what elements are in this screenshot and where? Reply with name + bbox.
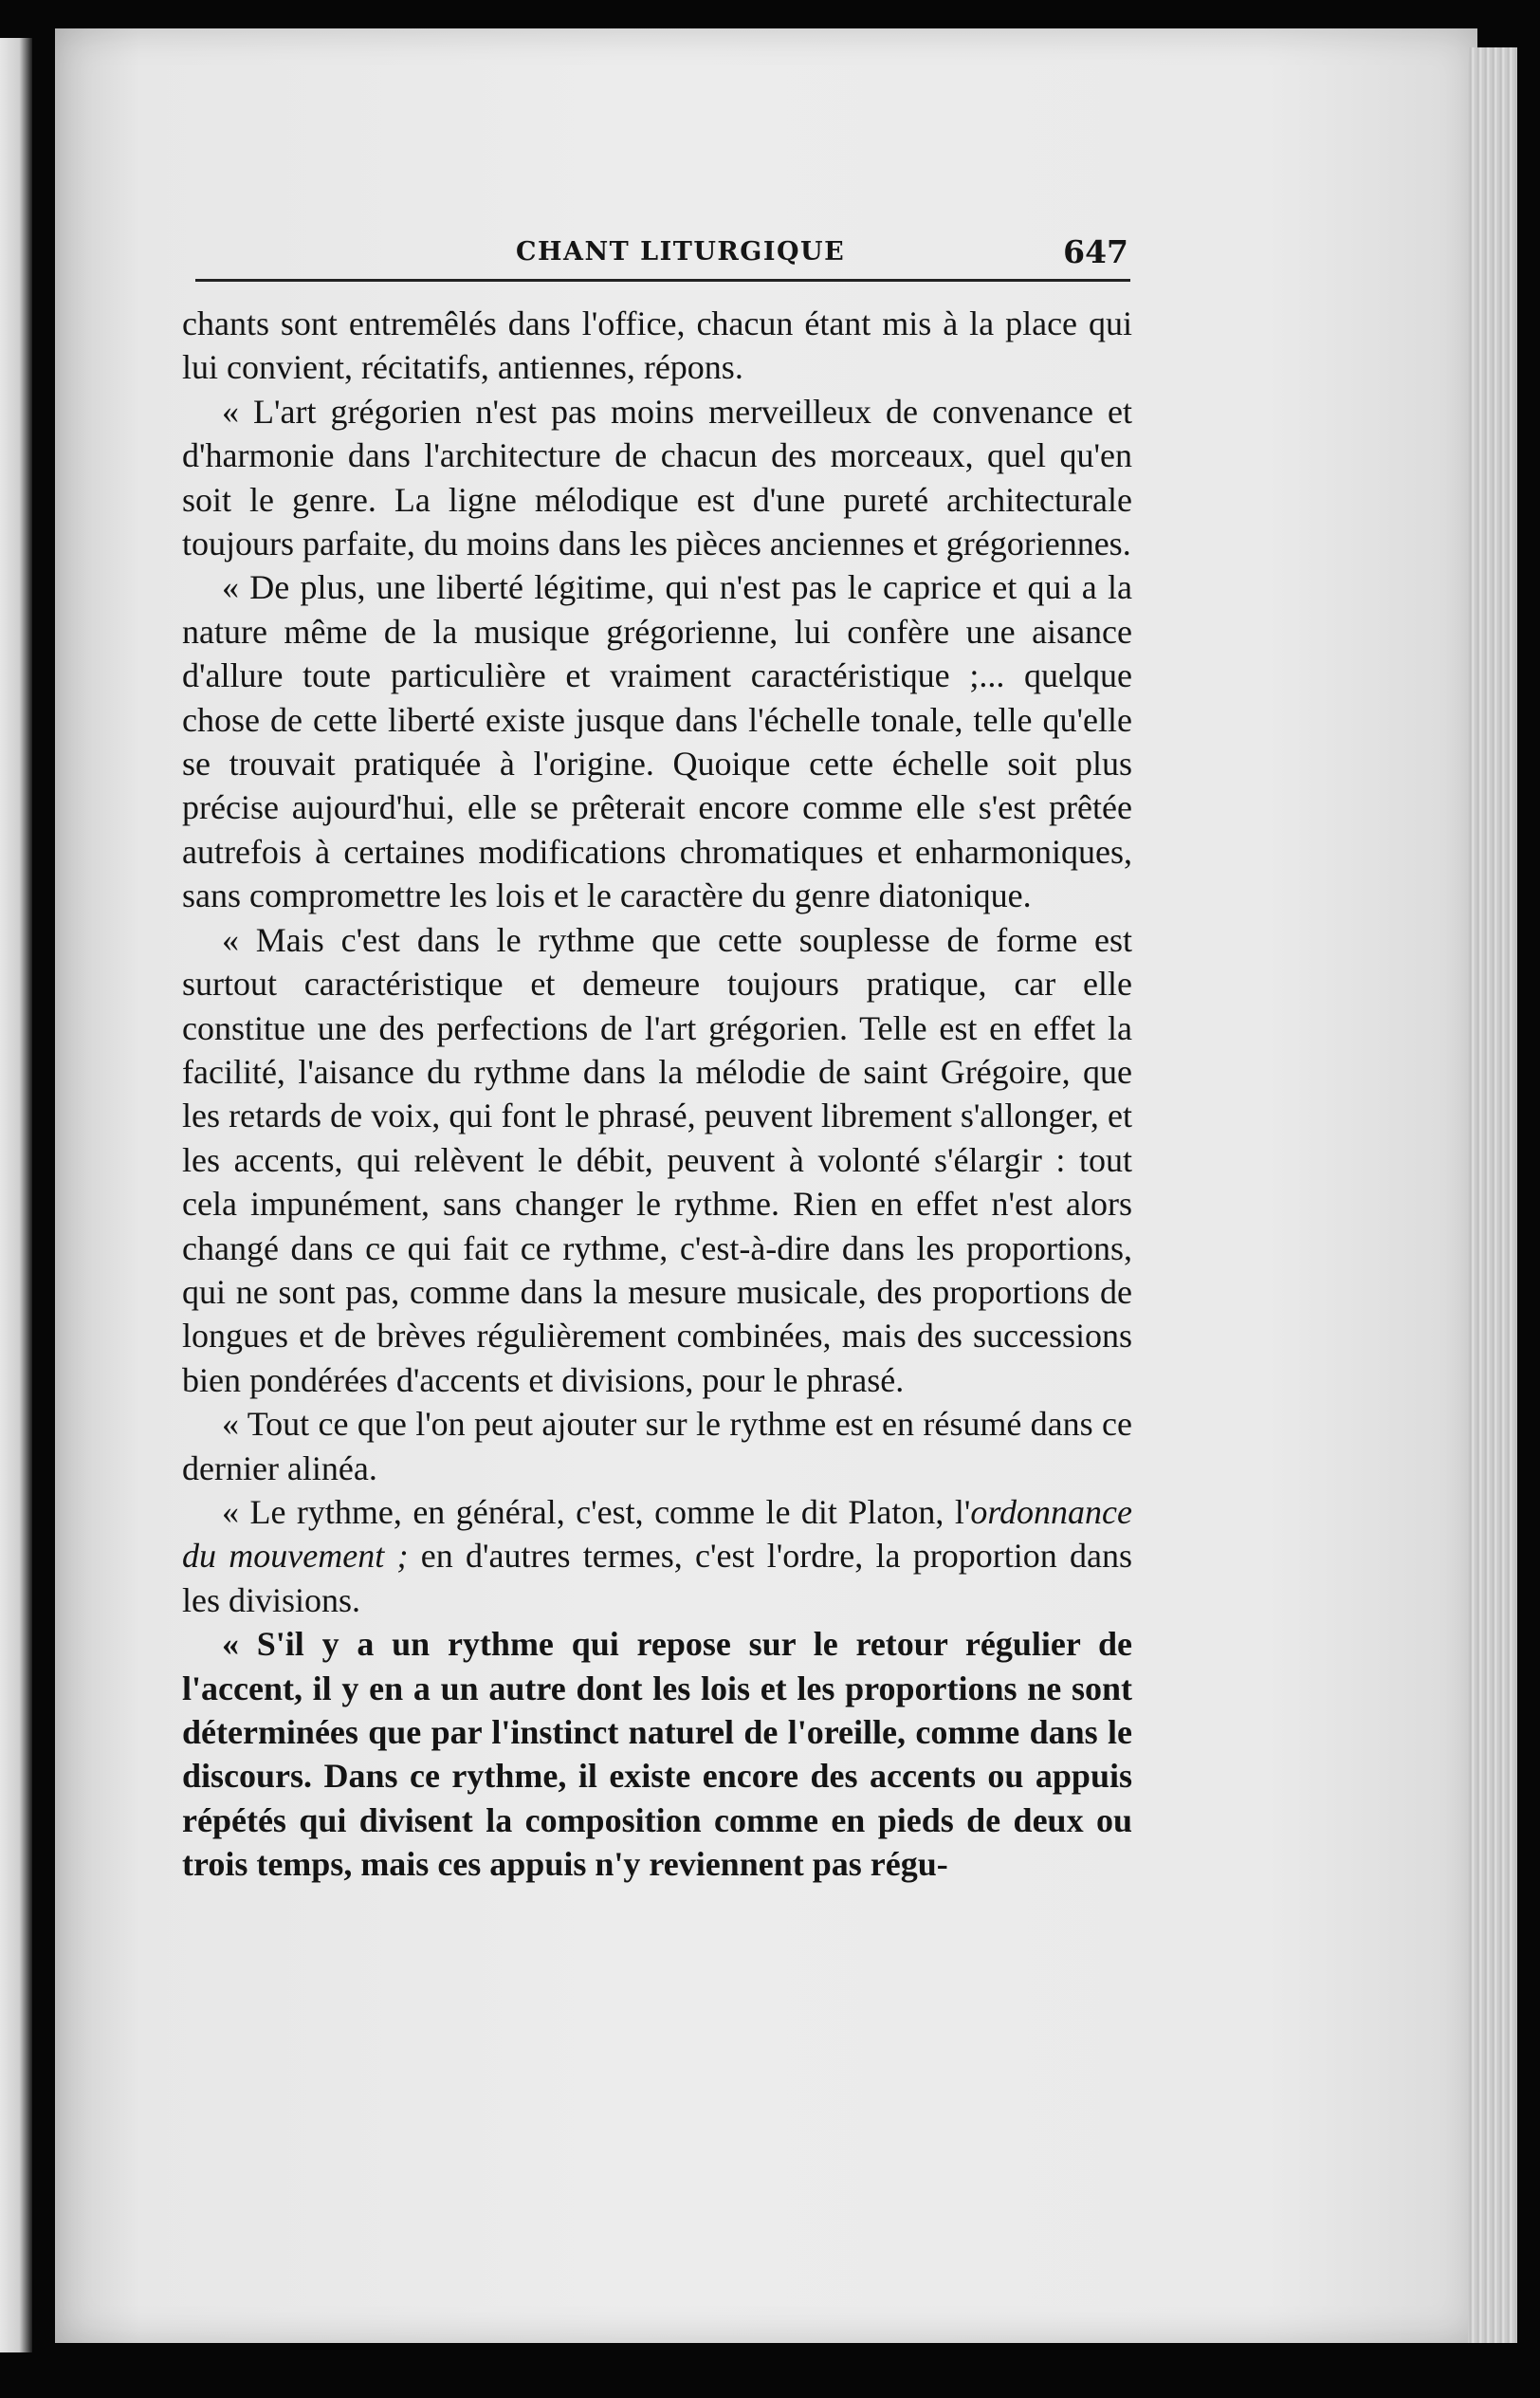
paragraph-2: « L'art grégorien n'est pas moins merveilleux de convenance et d'harmonie dans l'architecture de chacun des morceaux, quel qu'en soit le genre. La ligne mélodique est d'une pureté architecturale toujours parfaite, du moins dans les pièces anciennes et grégoriennes. bbox=[182, 392, 1132, 563]
paragraph-6-end: en d'autres termes, c'est l'ordre, la proportion dans les divisions. bbox=[182, 1537, 1133, 1619]
paragraph-3: « De plus, une liberté légitime, qui n'est pas le caprice et qui a la nature même de la musique grégorienne, lui confère une aisance d'allure toute particulière et vraiment caractéristique ;... quelque chose de cette liberté existe jusque dans l'échelle tonale, telle qu'elle se trouvait pratiquée à l'origine. Quoique cette échelle soit plus précise aujourd'hui, elle se prêterait encore comme elle s'est prêtée autrefois à certaines modifications chromatiques et enharmoniques, sans compromettre les lois et le caractère du genre diatonique. bbox=[182, 568, 1132, 915]
paragraph-1: chants sont entremêlés dans l'office, chacun étant mis à la place qui lui convient, récitatifs, antiennes, répons. bbox=[182, 304, 1132, 387]
paragraph-5: « Tout ce que l'on peut ajouter sur le rythme est en résumé dans ce dernier alinéa. bbox=[182, 1405, 1132, 1487]
running-title: CHANT LITURGIQUE bbox=[516, 237, 846, 267]
paragraph-4: « Mais c'est dans le rythme que cette souplesse de forme est surtout caractéristique et demeure toujours pratique, car elle constitue une des perfections de l'art grégorien. Telle est en effet la facilité, l'aisance du rythme dans la mélodie de saint Grégoire, que les retards de voix, qui font le phrasé, peuvent librement s'allonger, et les accents, qui relèvent le débit, peuvent à volonté s'élargir : tout cela impunément, sans changer le rythme. Rien en effet n'est alors changé dans ce qui fait ce rythme, c'est-à-dire dans les proportions, qui ne sont pas, comme dans la mesure musicale, des proportions de longues et de brèves régulièrement combinées, mais des successions bien pondérées d'accents et divisions, pour le phrasé. bbox=[182, 920, 1132, 1399]
paragraph-7: « S'il y a un rythme qui repose sur le retour régulier de l'accent, il y en a un autre dont les lois et les proportions ne sont déterminées que par l'instinct naturel de l'oreille, comme dans le discours. Dans ce rythme, il existe encore des accents ou appuis répétés qui divisent la composition comme en pieds de deux ou trois temps, mais ces appuis n'y reviennent pas régu- bbox=[182, 1625, 1132, 1884]
previous-page-edge bbox=[0, 38, 32, 2352]
paragraph-6-start: « Le rythme, en général, c'est, comme le dit Platon, l' bbox=[222, 1492, 971, 1531]
paragraph-6-italic: ordonnance du mouvement ; bbox=[182, 1492, 1132, 1576]
paragraph-6 bbox=[182, 1490, 1132, 1622]
page-header bbox=[186, 235, 1134, 277]
header-rule bbox=[195, 279, 1130, 282]
body-text bbox=[182, 302, 1132, 1887]
page-number: 647 bbox=[1063, 233, 1128, 270]
page-stack-edge bbox=[1468, 47, 1517, 2343]
